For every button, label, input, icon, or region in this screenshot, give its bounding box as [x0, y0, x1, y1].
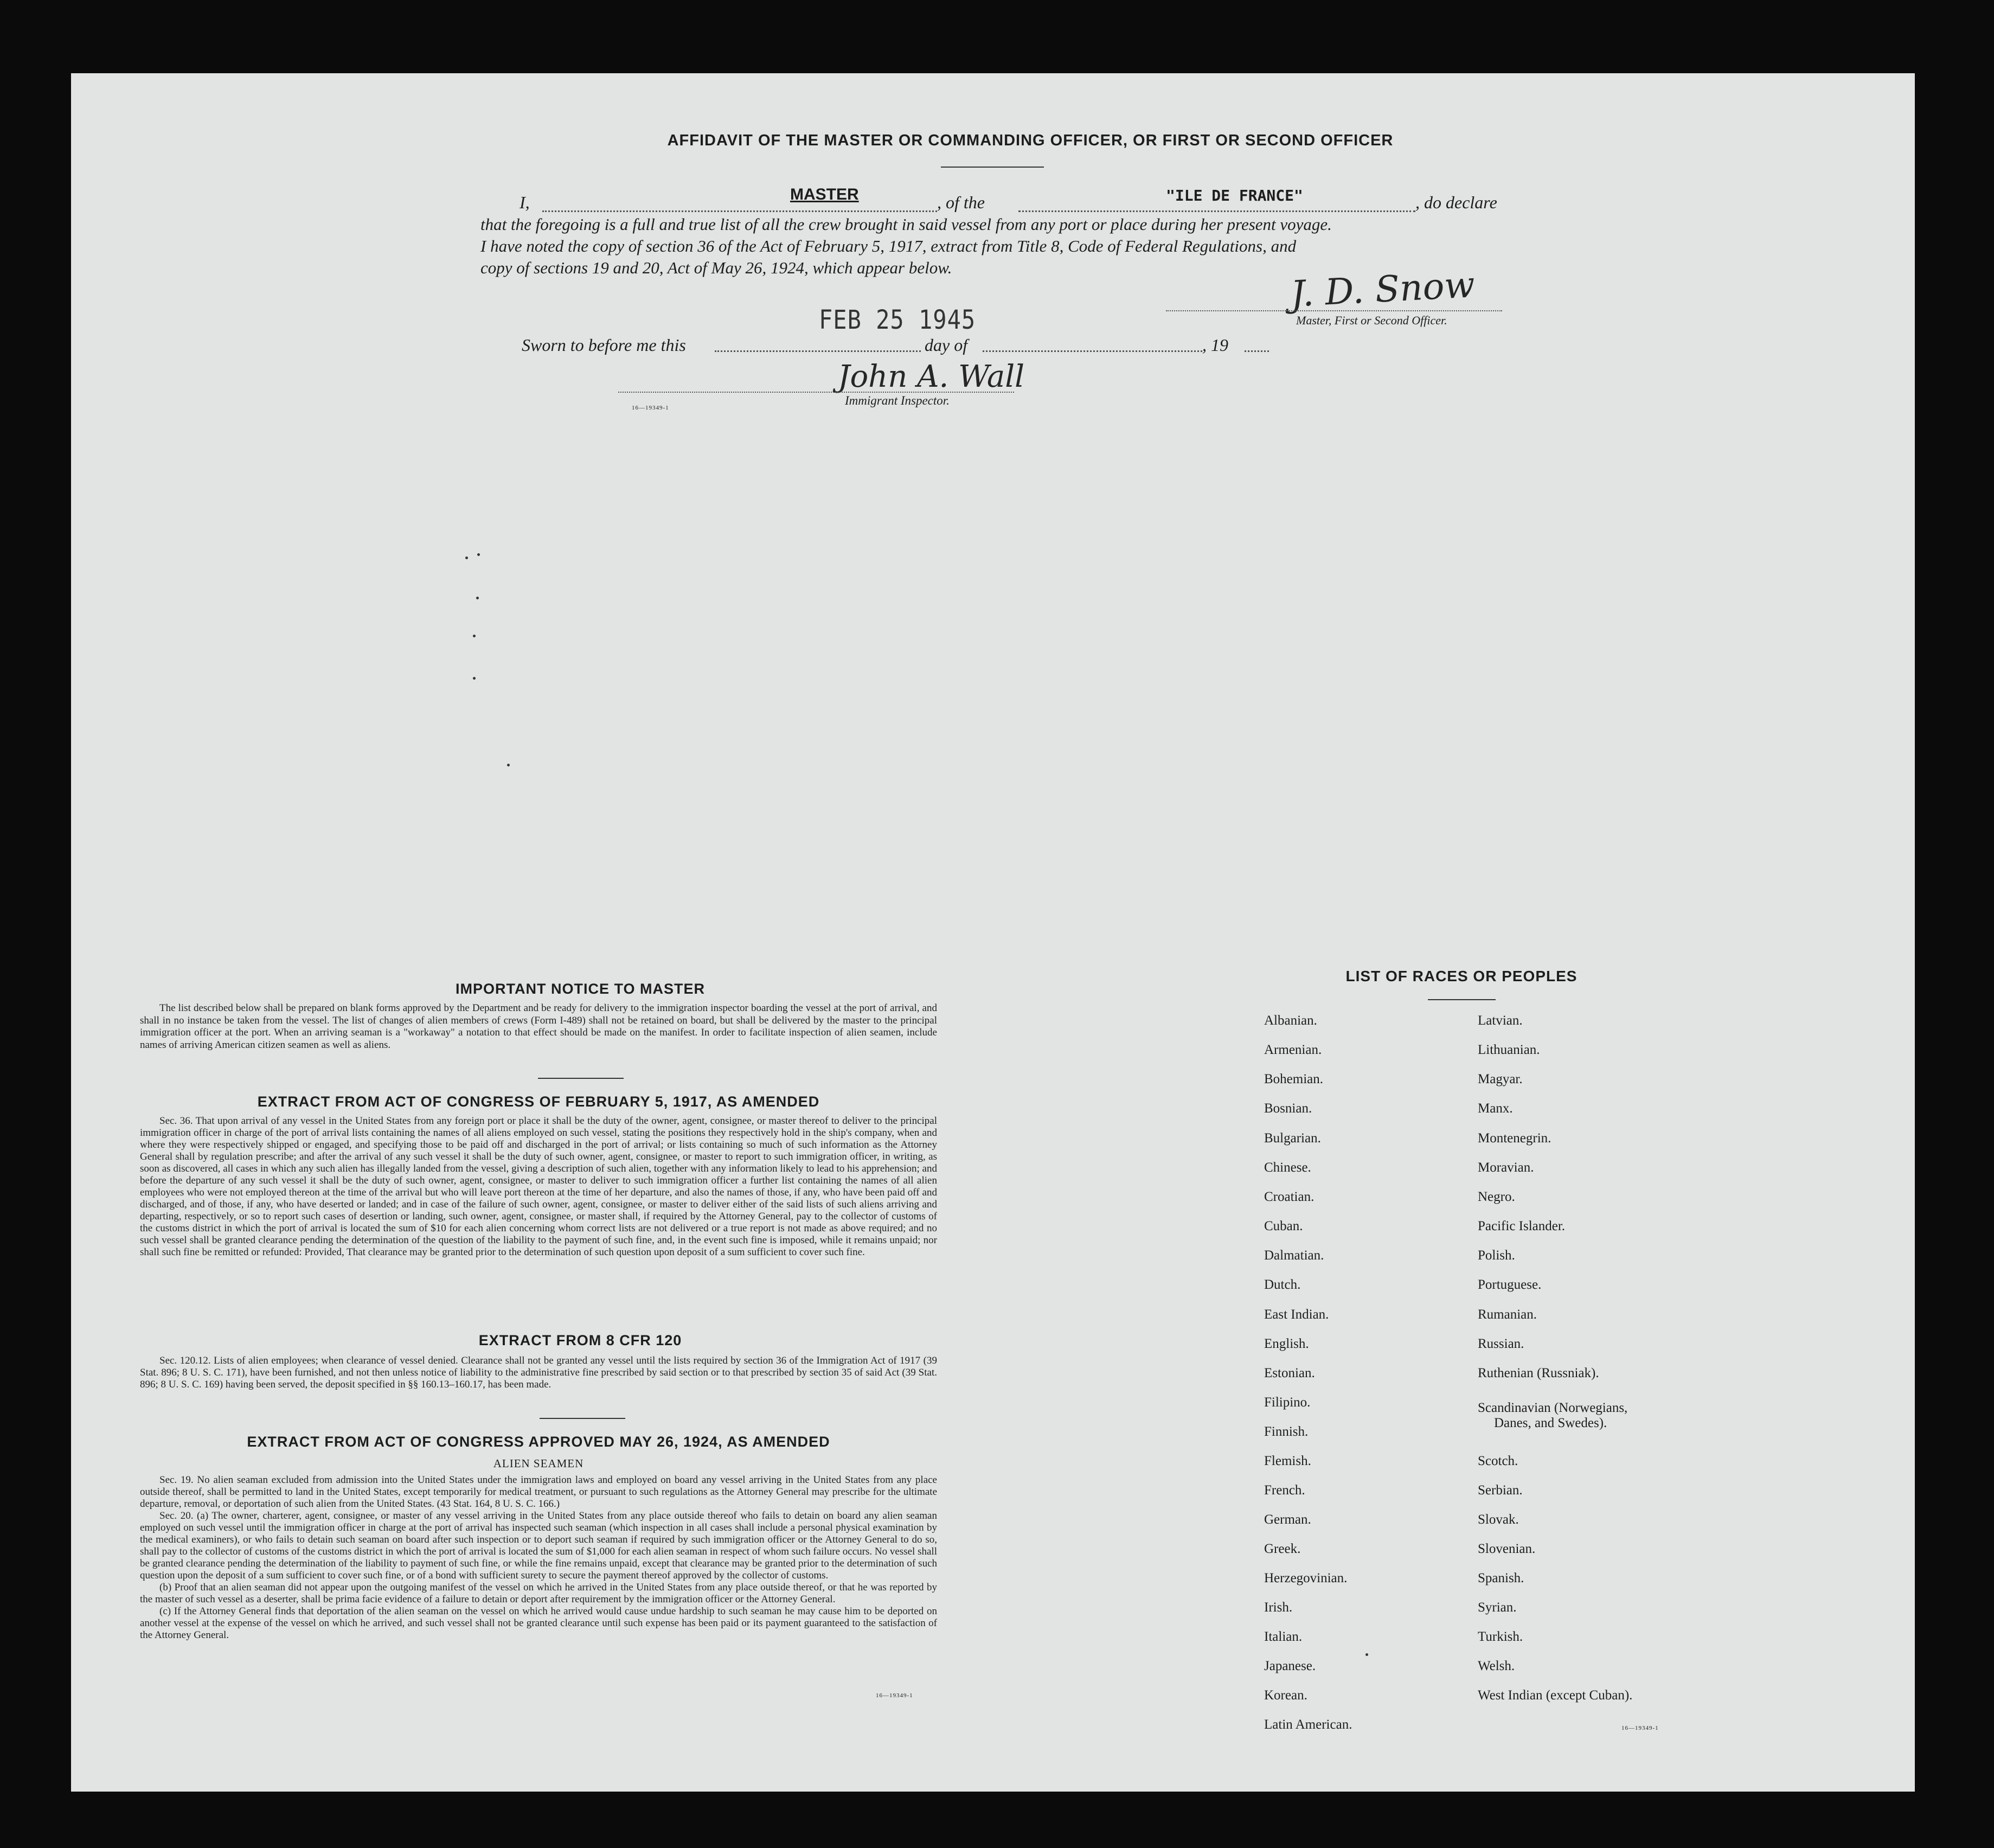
- extract-cfr-title: EXTRACT FROM 8 CFR 120: [478, 1332, 682, 1348]
- vessel-name-value: "ILE DE FRANCE": [1166, 187, 1303, 204]
- race-item: Japanese.: [1264, 1659, 1316, 1673]
- affidavit-line-3: I have noted the copy of section 36 of the Act of February 5, 1917, extract from Title 8, Code of Federal Regulations, and: [480, 236, 1297, 255]
- race-item: Turkish.: [1478, 1629, 1523, 1644]
- extract-1924-text: [140, 1474, 937, 1641]
- race-item: Manx.: [1478, 1101, 1513, 1116]
- race-item: Negro.: [1478, 1190, 1515, 1204]
- sworn-day-field: [715, 350, 921, 352]
- speck: [473, 677, 476, 680]
- notice-title: IMPORTANT NOTICE TO MASTER: [456, 981, 705, 997]
- race-item: Russian.: [1478, 1337, 1524, 1351]
- race-item: Spanish.: [1478, 1571, 1524, 1585]
- race-item: Estonian.: [1264, 1366, 1315, 1380]
- race-item: Portuguese.: [1478, 1277, 1542, 1292]
- extract-form-number: 16—19349-1: [876, 1692, 913, 1699]
- race-item: Polish.: [1478, 1248, 1515, 1263]
- race-item: Dalmatian.: [1264, 1248, 1324, 1263]
- speck: [1365, 1653, 1368, 1656]
- race-item: German.: [1264, 1512, 1311, 1527]
- race-item: Irish.: [1264, 1600, 1293, 1615]
- section-20a-paragraph: Sec. 20. (a) The owner, charterer, agent, consignee, or master of any vessel arriving in the United States from any place outside thereof who fails to detain on board any alien seaman employed on such vessel until the immigration officer in charge at the port of arrival has inspected such seaman (which inspection in all cases shall include a personal physical examination by the medical examiners), or who fails to detain such seaman on board after such inspection or to deport such seaman if required by such immigration officer or the Attorney General to do so, shall pay to the collector of customs of the customs district in which the port of arrival is located the sum of $1,000 for each alien seaman in respect of whom such failure occurs. No vessel shall be granted clearance pending the determination of the liability to payment of such fine, or while the fine remains unpaid, except that clearance may be granted prior to the determination of such question upon the deposit of a sum sufficient to cover such fine, or of a bond with sufficient surety to secure the payment thereof approved by the collector of customs.: [140, 1510, 937, 1581]
- races-form-number: 16—19349-1: [1621, 1725, 1659, 1731]
- race-item: West Indian (except Cuban).: [1478, 1688, 1633, 1703]
- race-item: Bosnian.: [1264, 1101, 1312, 1116]
- section-20c-paragraph: (c) If the Attorney General finds that deportation of the alien seaman on the vessel on which he arrived would cause undue hardship to such seaman he may cause him to be deported on another vessel at the expense of the vessel on which he arrived, and such vessel shall not be granted clearance until such expense has been paid or its payment guaranteed to the satisfaction of the Attorney General.: [140, 1606, 937, 1641]
- races-rule: [1428, 999, 1496, 1000]
- affidavit-line-2: that the foregoing is a full and true list of all the crew brought in said vessel from any port or place during her present voyage.: [480, 215, 1332, 234]
- race-item: Syrian.: [1478, 1600, 1517, 1615]
- race-item: Slovak.: [1478, 1512, 1519, 1527]
- race-item: Rumanian.: [1478, 1307, 1537, 1322]
- inspector-signature: John A. Wall: [838, 359, 1025, 394]
- speck: [507, 764, 510, 766]
- sworn-prefix: Sworn to before me this: [522, 335, 686, 355]
- race-item: Flemish.: [1264, 1454, 1311, 1468]
- race-item: Moravian.: [1478, 1160, 1534, 1175]
- affidavit-form-number: 16—19349-1: [632, 405, 669, 411]
- race-item: Greek.: [1264, 1542, 1301, 1556]
- speck: [476, 597, 479, 599]
- cfr-rule: [540, 1418, 625, 1419]
- notice-paragraph: The list described below shall be prepared on blank forms approved by the Department and be ready for delivery to the immigration inspector boarding the vessel at the port of arrival, and shall in no instance be taken from the vessel. The list of changes of alien members of crews (Form I-489) shall not be retained on board, but shall be delivered by the master to the principal immigration officer at the port. When an arriving seaman is a "workaway" a notation to that effect should be made on the manifest. In order to facilitate inspection of alien seamen, include names of arriving American citizen seamen as well as aliens.: [140, 1002, 937, 1051]
- race-item: Albanian.: [1264, 1013, 1317, 1028]
- master-name-field: [542, 210, 937, 212]
- speck: [477, 553, 480, 556]
- race-item-continuation: Danes, and Swedes).: [1494, 1416, 1607, 1430]
- speck: [473, 635, 476, 637]
- race-item: Magyar.: [1478, 1072, 1523, 1086]
- extract-1924-title: EXTRACT FROM ACT OF CONGRESS APPROVED MAY 26, 1924, AS AMENDED: [247, 1434, 830, 1450]
- master-signature: J. D. Snow: [1290, 264, 1476, 315]
- race-item: English.: [1264, 1337, 1309, 1351]
- sworn-year-label: , 19: [1202, 335, 1228, 355]
- race-item: Latin American.: [1264, 1717, 1352, 1732]
- section-120-12-paragraph: Sec. 120.12. Lists of alien employees; when clearance of vessel denied. Clearance shall not be granted any vessel until the lists required by section 36 of the Immigration Act of 1917 (39 Stat. 896; 8 U. S. C. 171), have been furnished, and not then unless notice of liability to the administrative fine prescribed by said section or to that prescribed by section 35 of said Act (39 Stat. 896; 8 U. S. C. 169) having been served, the deposit specified in §§ 160.13–160.17, has been made.: [140, 1355, 937, 1390]
- affidavit-title-rule: [941, 167, 1044, 168]
- race-item: Italian.: [1264, 1629, 1303, 1644]
- affidavit-line-4: copy of sections 19 and 20, Act of May 26, 1924, which appear below.: [480, 258, 952, 277]
- race-item: Scotch.: [1478, 1454, 1518, 1468]
- race-item: Pacific Islander.: [1478, 1219, 1566, 1233]
- sworn-year-field: [1245, 350, 1269, 352]
- date-stamp: FEB 25 1945: [819, 304, 976, 335]
- race-item: Armenian.: [1264, 1043, 1322, 1057]
- extract-1917-title: EXTRACT FROM ACT OF CONGRESS OF FEBRUARY 5, 1917, AS AMENDED: [257, 1094, 820, 1110]
- affidavit-of-the: , of the: [937, 193, 985, 212]
- affidavit-declare: , do declare: [1415, 193, 1497, 212]
- master-name-value: MASTER: [790, 186, 859, 203]
- affidavit-i: I,: [520, 193, 530, 212]
- race-item: Korean.: [1264, 1688, 1307, 1703]
- race-item: Filipino.: [1264, 1395, 1311, 1410]
- race-item: Cuban.: [1264, 1219, 1303, 1233]
- race-item: Montenegrin.: [1478, 1131, 1551, 1146]
- races-title: LIST OF RACES OR PEOPLES: [1345, 968, 1578, 984]
- race-item: Ruthenian (Russniak).: [1478, 1366, 1599, 1380]
- affidavit-title: AFFIDAVIT OF THE MASTER OR COMMANDING OFFICER, OR FIRST OR SECOND OFFICER: [667, 132, 1394, 149]
- alien-seamen-subtitle: ALIEN SEAMEN: [493, 1457, 584, 1470]
- race-item: French.: [1264, 1483, 1305, 1498]
- section-20b-paragraph: (b) Proof that an alien seaman did not appear upon the outgoing manifest of the vessel on which he arrived in the United States from any place outside thereof, or that he was reported by the master of such vessel as a deserter, shall be prima facie evidence of a failure to detain or deport after requirement by the immigration officer or the Attorney General.: [140, 1582, 937, 1605]
- section-36-paragraph: Sec. 36. That upon arrival of any vessel in the United States from any foreign port or place it shall be the duty of the owner, agent, consignee, or master thereof to deliver to the principal immigration officer in charge of the port of arrival lists containing the names of all aliens employed on such vessel, stating the positions they respectively hold in the ship's company, when and where they were respectively shipped or engaged, and specifying those to be paid off and discharged in the port of arrival; or lists containing so much of such information as the Attorney General shall by regulation prescribe; and after the arrival of any such vessel it shall be the duty of such owner, agent, consignee, or master to report to such immigration officer, in writing, as soon as discovered, all cases in which any such alien has illegally landed from the vessel, giving a description of such alien, together with any information likely to lead to his apprehension; and before the departure of any such vessel it shall be the duty of such owner, agent, consignee, or master to deliver to such immigration officer a further list containing the names of all alien employees who were not employed thereon at the time of the arrival but who will leave port thereon at the time of her departure, and also the names of those, if any, who have been paid off and discharged, and of those, if any, who have deserted or landed; and in case of the failure of such owner, agent, consignee, or master to deliver either of the said lists of such aliens arriving and departing, respectively, or so to report such cases of desertion or landing, such owner, agent, consignee, or master shall, if required by the Attorney General, pay to the collector of customs of the customs district in which the port of arrival is located the sum of $10 for each alien concerning whom correct lists are not delivered or a true report is not made as above required; and no such vessel shall be granted clearance pending the determination of the question of the liability to the payment of such fine, and, in the event such fine is imposed, while it remains unpaid; nor shall such fine be remitted or refunded: Provided, That clearance may be granted prior to the determination of such question upon deposit of a sum sufficient to cover such fine.: [140, 1115, 937, 1258]
- race-item: Bulgarian.: [1264, 1131, 1321, 1146]
- race-item: Finnish.: [1264, 1424, 1309, 1439]
- inspector-signature-line: [618, 392, 1014, 393]
- race-item: Welsh.: [1478, 1659, 1515, 1673]
- speck: [465, 557, 468, 559]
- sworn-day-label: day of: [925, 335, 968, 355]
- sworn-month-field: [983, 350, 1202, 352]
- race-item: Slovenian.: [1478, 1542, 1536, 1556]
- master-signature-line: [1166, 310, 1502, 311]
- race-item: Scandinavian (Norwegians,: [1478, 1401, 1628, 1415]
- race-item: East Indian.: [1264, 1307, 1329, 1322]
- inspector-caption: Immigrant Inspector.: [845, 394, 950, 407]
- race-item: Lithuanian.: [1478, 1043, 1540, 1057]
- notice-text: [140, 1002, 937, 1051]
- race-item: Dutch.: [1264, 1277, 1301, 1292]
- race-item: Bohemian.: [1264, 1072, 1324, 1086]
- extract-1917-text: [140, 1115, 937, 1258]
- notice-rule: [538, 1078, 624, 1079]
- section-19-paragraph: Sec. 19. No alien seaman excluded from admission into the United States under the immigration laws and employed on board any vessel arriving in the United States from any place outside thereof, shall be permitted to land in the United States, except temporarily for medical treatment, or pursuant to such regulations as the Attorney General may prescribe for the ultimate departure, removal, or deportation of such alien from the United States. (43 Stat. 164, 8 U. S. C. 166.): [140, 1474, 937, 1510]
- race-item: Latvian.: [1478, 1013, 1523, 1028]
- vessel-name-field: [1018, 210, 1415, 212]
- extract-cfr-text: [140, 1355, 937, 1391]
- race-item: Serbian.: [1478, 1483, 1523, 1498]
- race-item: Croatian.: [1264, 1190, 1315, 1204]
- master-signature-caption: Master, First or Second Officer.: [1296, 314, 1447, 327]
- race-item: Herzegovinian.: [1264, 1571, 1348, 1585]
- race-item: Chinese.: [1264, 1160, 1311, 1175]
